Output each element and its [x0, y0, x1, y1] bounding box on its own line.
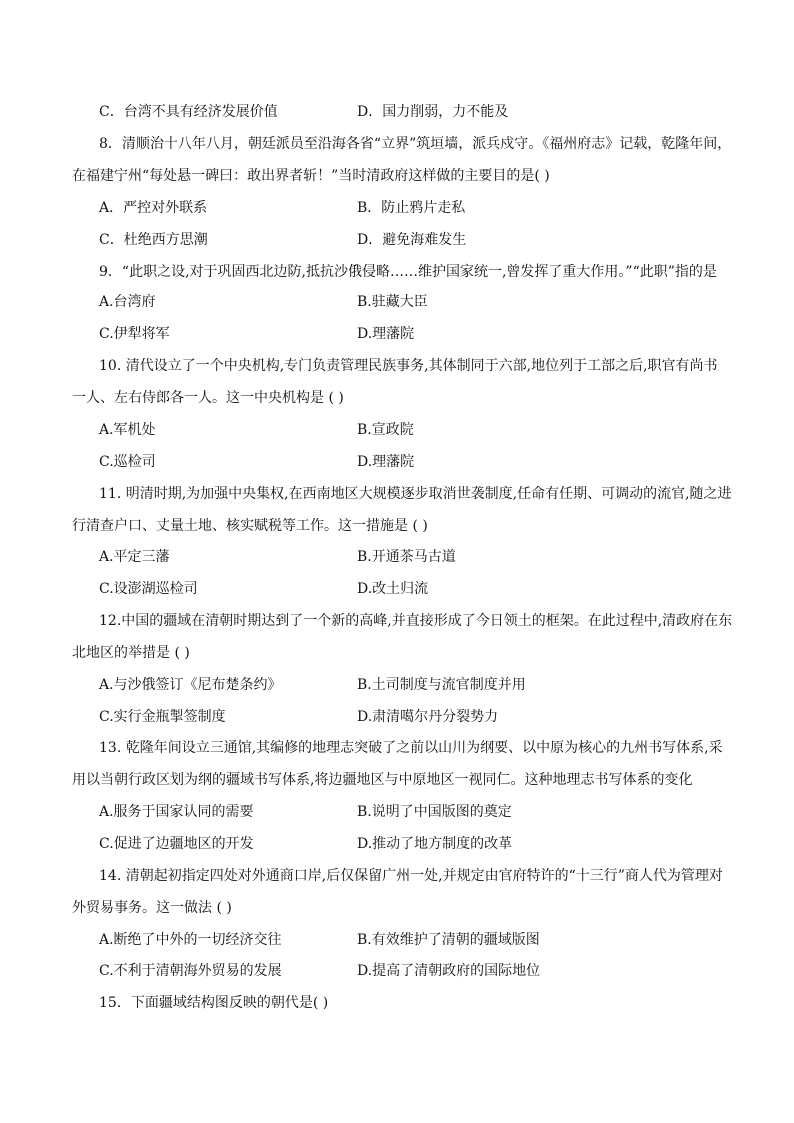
q11-option-c: C.设澎湖巡检司: [99, 581, 198, 597]
q8-option-b: B．防止鸦片走私: [357, 200, 466, 216]
q9-option-c: C.伊犁将军: [99, 326, 170, 342]
q8-stem-line1: 8．清顺治十八年八月，朝廷派员至沿海各省“立界”筑垣墙，派兵戍守。《福州府志》记载，乾隆年间，: [99, 136, 732, 152]
q14-option-c: C.不利于清朝海外贸易的发展: [99, 963, 282, 979]
q12-option-c: C.实行金瓶掣签制度: [99, 709, 226, 725]
q7-option-c: C．台湾不具有经济发展价值: [99, 104, 278, 120]
q11-stem-line2: 行清查户口、丈量土地、核实赋税等工作。这一措施是 ( ): [72, 518, 428, 534]
q14-option-d: D.提高了清朝政府的国际地位: [357, 963, 541, 979]
q9-option-b: B.驻藏大臣: [357, 294, 428, 310]
q14-option-b: B.有效维护了清朝的疆域版图: [357, 932, 540, 948]
q12-option-d: D.肃清噶尔丹分裂势力: [357, 709, 499, 725]
q8-option-c: C．杜绝西方思潮: [99, 232, 208, 248]
q9-option-d: D.理藩院: [357, 326, 415, 342]
q13-option-b: B.说明了中国版图的奠定: [357, 804, 512, 820]
q7-option-d: D．国力削弱，力不能及: [357, 104, 509, 120]
q8-stem-line2: 在福建宁州“每处悬一碑曰：敢出界者斩！”当时清政府这样做的主要目的是( ): [72, 168, 550, 184]
q13-option-a: A.服务于国家认同的需要: [99, 804, 254, 820]
q8-option-d: D．避免海难发生: [357, 232, 467, 248]
q13-stem-line2: 用以当朝行政区划为纲的疆域书写体系,将边疆地区与中原地区一视同仁。这种地理志书写体系的变化: [72, 772, 693, 788]
q13-stem-line1: 13. 乾隆年间设立三通馆,其编修的地理志突破了之前以山川为纲要、以中原为核心的九州书写体系,采: [99, 740, 723, 756]
q10-stem-line2: 一人、左右侍郎各一人。这一中央机构是 ( ): [72, 390, 344, 406]
q12-option-a: A.与沙俄签订《尼布楚条约》: [99, 677, 282, 693]
q12-stem-line2: 北地区的举措是 ( ): [72, 645, 190, 661]
q11-option-b: B.开通茶马古道: [357, 549, 456, 565]
q11-option-a: A.平定三藩: [99, 549, 170, 565]
q15-stem-line1: 15．下面疆域结构图反映的朝代是( ): [99, 995, 329, 1011]
q13-option-d: D.推动了地方制度的改革: [357, 836, 513, 852]
q10-option-a: A.军机处: [99, 422, 156, 438]
q14-stem-line2: 外贸易事务。这一做法 ( ): [72, 900, 232, 916]
q8-option-a: A．严控对外联系: [99, 200, 208, 216]
q9-stem-line1: 9．“此职之设,对于巩固西北边防,抵抗沙俄侵略……维护国家统一,曾发挥了重大作用。”“此职”指的是: [99, 264, 717, 280]
q12-stem-line1: 12.中国的疆域在清朝时期达到了一个新的高峰,并直接形成了今日领土的框架。在此过程中,清政府在东: [99, 613, 733, 629]
q10-option-d: D.理藩院: [357, 454, 415, 470]
q11-stem-line1: 11. 明清时期,为加强中央集权,在西南地区大规模逐步取消世袭制度,任命有任期、可调动的流官,随之进: [99, 486, 732, 502]
q10-option-b: B.宣政院: [357, 422, 414, 438]
q11-option-d: D.改土归流: [357, 581, 429, 597]
q13-option-c: C.促进了边疆地区的开发: [99, 836, 254, 852]
q10-stem-line1: 10. 清代设立了一个中央机构,专门负责管理民族事务,其体制同于六部,地位列于工部之后,职官有尚书: [99, 358, 718, 374]
q14-option-a: A.断绝了中外的一切经济交往: [99, 932, 282, 948]
q12-option-b: B.土司制度与流官制度并用: [357, 677, 526, 693]
q9-option-a: A.台湾府: [99, 294, 156, 310]
q14-stem-line1: 14. 清朝起初指定四处对外通商口岸,后仅保留广州一处,并规定由官府特许的“十三行”商人代为管理对: [99, 868, 723, 884]
q10-option-c: C.巡检司: [99, 454, 156, 470]
